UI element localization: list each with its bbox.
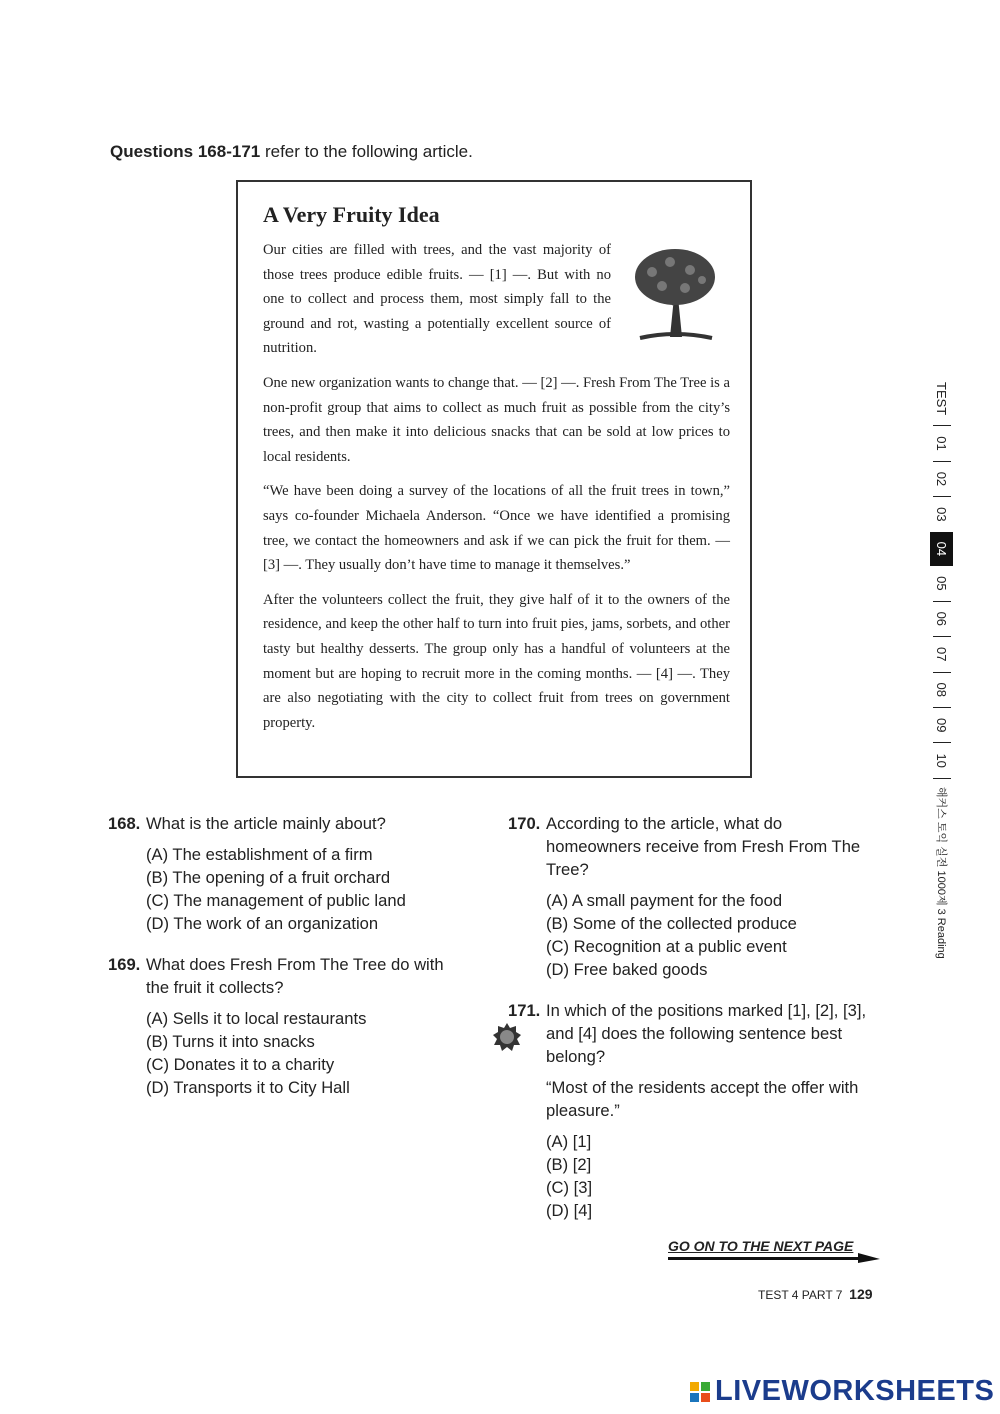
option-d[interactable]: (D) [4] <box>546 1201 593 1220</box>
next-page-label: GO ON TO THE NEXT PAGE <box>668 1238 854 1254</box>
intro-text: refer to the following article. <box>260 142 473 161</box>
article-paragraph-1: Our cities are filled with trees, and the vast majority of those trees produce edible fruits. — [1] —. But with no one to collect and process them, most simply fall to the ground and rot, wasting a potentially excellent source of nutrition. <box>263 242 611 357</box>
arrow-right-icon <box>668 1252 880 1264</box>
next-page-indicator <box>668 1238 878 1264</box>
test-part-label: TEST 4 PART 7 <box>758 1288 843 1302</box>
side-tab-item: 01 <box>934 436 950 451</box>
side-tab-item: 05 <box>934 576 950 591</box>
answer-options <box>546 1130 878 1222</box>
option-d[interactable]: (D) The work of an organization <box>146 914 379 933</box>
side-tab-item: 08 <box>934 682 950 697</box>
option-a[interactable]: (A) [1] <box>546 1132 592 1151</box>
page-footer <box>758 1286 873 1302</box>
side-tab-item: 03 <box>934 507 950 522</box>
page-number: 129 <box>849 1286 873 1302</box>
option-c[interactable]: (C) The management of public land <box>146 891 406 910</box>
fruit-tree-illustration <box>630 242 720 342</box>
article-box <box>236 180 752 778</box>
side-tab-item: 09 <box>934 717 950 733</box>
question-169 <box>108 953 468 1099</box>
question-text: In which of the positions marked [1], [2], [3], and [4] does the following sentence best belong? <box>546 1001 867 1066</box>
option-b[interactable]: (B) Some of the collected produce <box>546 914 797 933</box>
option-b[interactable]: (B) [2] <box>546 1155 592 1174</box>
option-c[interactable]: (C) [3] <box>546 1178 593 1197</box>
option-c[interactable]: (C) Recognition at a public event <box>546 937 787 956</box>
answer-options <box>146 1007 468 1099</box>
question-text: What does Fresh From The Tree do with the fruit it collects? <box>146 955 444 997</box>
answer-options <box>546 889 868 981</box>
option-a[interactable]: (A) Sells it to local restaurants <box>146 1009 367 1028</box>
option-a[interactable]: (A) A small payment for the food <box>546 891 783 910</box>
logo-icon <box>690 1382 710 1402</box>
side-tab-item: 02 <box>934 471 950 487</box>
side-tab-item-active: 04 <box>931 532 954 566</box>
liveworksheets-logo <box>690 1375 994 1408</box>
questions-range: Questions 168-171 <box>110 142 261 161</box>
option-d[interactable]: (D) Free baked goods <box>546 960 708 979</box>
questions-intro <box>110 142 473 162</box>
question-text: What is the article mainly about? <box>146 814 386 833</box>
article-paragraph-3: “We have been doing a survey of the locations of all the fruit trees in town,” says co-founder Michaela Anderson. “Once we have identified a promising tree, we contact the homeowners and ask if we can pick the fruit for them. — [3] —. They usually don’t have time to manage it themselves.” <box>263 483 730 574</box>
question-number: 170. <box>508 814 541 833</box>
question-171 <box>508 999 878 1222</box>
question-168 <box>108 812 468 935</box>
side-tab-item: 10 <box>934 753 950 768</box>
article-title: A Very Fruity Idea <box>263 202 440 227</box>
option-c[interactable]: (C) Donates it to a charity <box>146 1055 335 1074</box>
option-b[interactable]: (B) The opening of a fruit orchard <box>146 868 391 887</box>
side-tab-item: 07 <box>934 647 950 662</box>
logo-text: LIVEWORKSHEETS <box>715 1375 995 1407</box>
option-b[interactable]: (B) Turns it into snacks <box>146 1032 315 1051</box>
test-side-tabs <box>922 372 962 1002</box>
article-paragraph-4: After the volunteers collect the fruit, they give half of it to the owners of the residence, and keep the other half to turn into fruit pies, jams, sorbets, and other tasty but healthy desserts. The group only has a handful of volunteers at the moment but are hoping to recruit more in the coming months. — [4] —. They are also negotiating with the city to collect fruit from trees on government property. <box>263 591 730 731</box>
question-170 <box>508 812 868 981</box>
option-a[interactable]: (A) The establishment of a firm <box>146 845 373 864</box>
question-number: 171. <box>508 1001 541 1020</box>
side-tab-item: 06 <box>934 611 950 627</box>
question-number: 169. <box>108 955 141 974</box>
question-text: According to the article, what do homeowners receive from Fresh From The Tree? <box>546 814 861 879</box>
answer-options <box>146 843 468 935</box>
option-d[interactable]: (D) Transports it to City Hall <box>146 1078 350 1097</box>
side-tab-label: TEST <box>934 382 950 416</box>
quoted-sentence: “Most of the residents accept the offer with pleasure.” <box>546 1078 859 1120</box>
article-paragraph-2: One new organization wants to change that. — [2] —. Fresh From The Tree is a non-profit group that aims to collect as much fruit as possible from the city’s trees, and then make it into delicious snacks that can be sold at low prices to local residents. <box>263 374 730 465</box>
book-title: 해커스 토익 실전 1000제 3 Reading <box>935 786 947 959</box>
question-number: 168. <box>108 814 141 833</box>
